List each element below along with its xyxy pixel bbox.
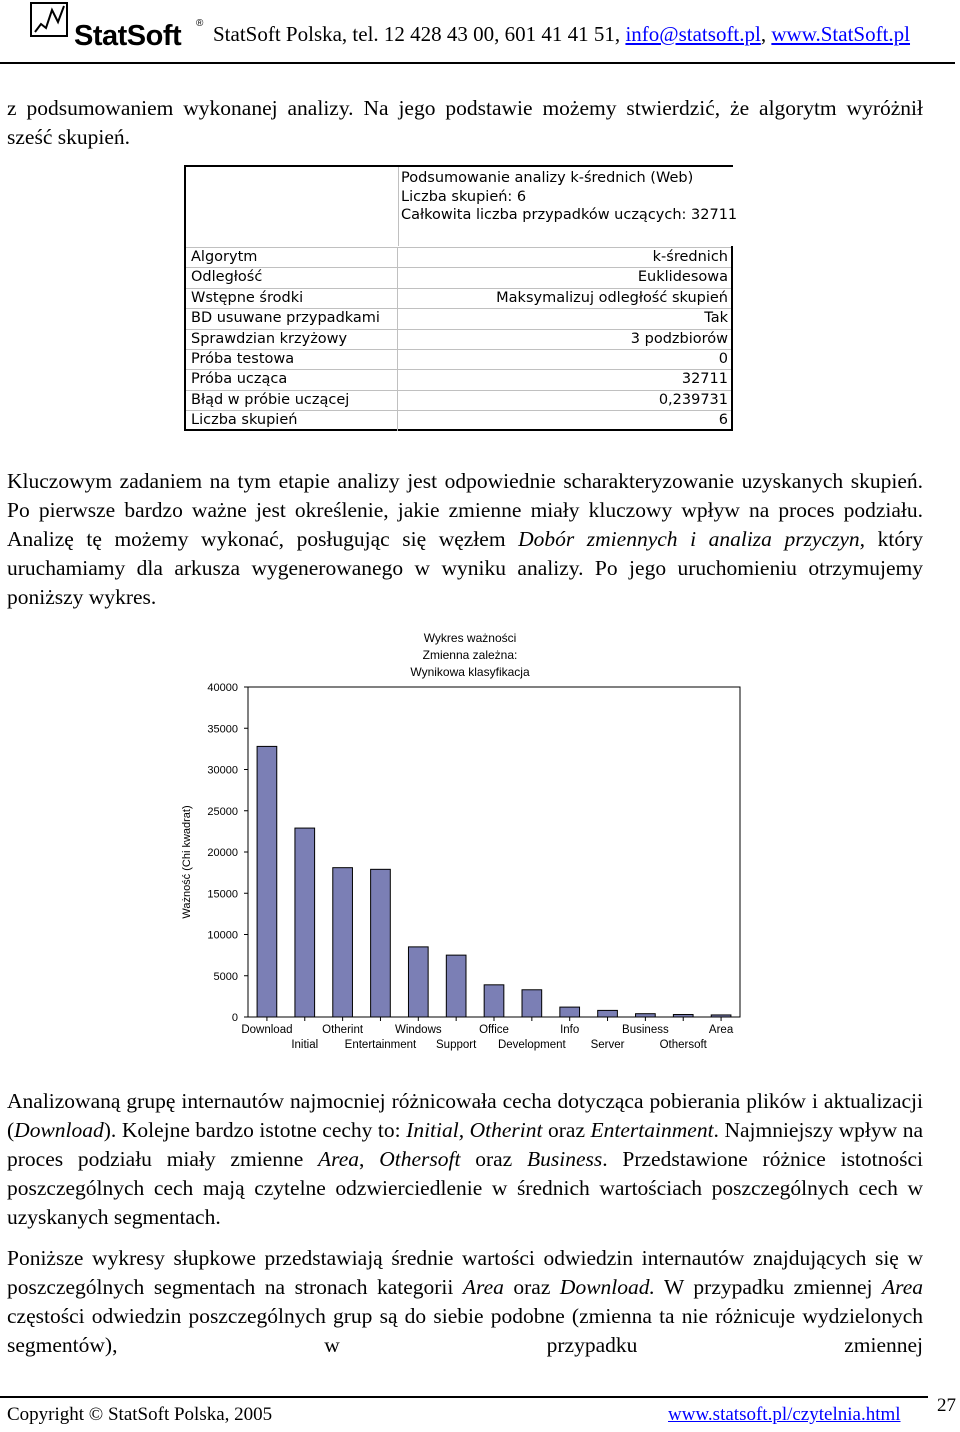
summary-row-value: Maksymalizuj odległość skupień: [496, 289, 728, 306]
x-tick-label: Development: [497, 1039, 566, 1051]
logo-text: StatSoft: [74, 20, 182, 52]
x-tick-label: Initial: [291, 1039, 319, 1051]
page-number: 27: [937, 1395, 956, 1416]
x-tick-label: Info: [560, 1024, 580, 1036]
summary-row: [186, 288, 731, 308]
summary-row-label: Próba testowa: [186, 350, 398, 369]
summary-clusters-count: Liczba skupień: 6: [401, 188, 527, 205]
bar: [636, 1014, 656, 1017]
summary-row-label: Błąd w próbie uczącej: [186, 391, 398, 410]
x-tick-label: Download: [241, 1024, 293, 1036]
y-tick-label: 25000: [207, 805, 238, 818]
summary-row: [186, 329, 731, 349]
header-email-link[interactable]: info@statsoft.pl: [625, 22, 761, 46]
statsoft-logo: [8, 2, 208, 54]
summary-header: [398, 167, 738, 246]
summary-row-label: Liczba skupień: [186, 411, 398, 430]
x-tick-label: Business: [622, 1024, 669, 1036]
bar: [446, 955, 466, 1017]
summary-row-value: 3 podzbiorów: [630, 330, 728, 347]
bar: [257, 746, 277, 1017]
paragraph-analysis-entertainment: Entertainment: [590, 1118, 714, 1142]
bar: [598, 1010, 618, 1017]
paragraph-bar-charts-text-1: Poniższe wykresy słupkowe przedstawiają średnie wartości odwiedzin internautów znajdujących się w poszczególnych segmentach na stronach kategorii: [7, 1246, 923, 1299]
header-contact: [213, 22, 910, 47]
paragraph-analysis-text-6: oraz: [460, 1147, 527, 1171]
summary-row: [186, 410, 731, 430]
paragraph-bar-charts-area-2: Area: [882, 1275, 923, 1299]
paragraph-analysis-download: Download: [14, 1118, 104, 1142]
y-tick-label: 10000: [207, 929, 238, 942]
summary-row-value: 0: [718, 350, 728, 367]
chart-title-line-2: Zmienna zależna:: [422, 648, 518, 662]
bar: [522, 990, 542, 1017]
header-separator: ,: [760, 22, 772, 46]
summary-row-label: Algorytm: [186, 248, 398, 267]
paragraph-intro: z podsumowaniem wykonanej analizy. Na jego podstawie możemy stwierdzić, że algorytm wyróżnił sześć skupień.: [7, 96, 923, 149]
bar: [711, 1015, 731, 1017]
x-tick-label: Support: [436, 1039, 477, 1051]
footer-link[interactable]: www.statsoft.pl/czytelnia.html: [668, 1404, 901, 1425]
x-tick-label: Othersoft: [659, 1039, 707, 1051]
summary-row: [186, 369, 731, 389]
summary-row-value: Tak: [704, 310, 728, 327]
summary-row: [186, 247, 731, 267]
bar: [560, 1007, 580, 1017]
summary-rows: [186, 247, 731, 431]
logo-registered-mark: ®: [196, 18, 204, 29]
y-axis-label: Ważność (Chi kwadrat): [181, 805, 193, 919]
summary-row: [186, 308, 731, 328]
paragraph-analysis-text-7: . Przedstawione różnice istotności poszczególnych cech mają czytelne odzwierciedlenie w średnich wartościach poszczególnych cech w uzyskanych segmentach.: [7, 1147, 924, 1229]
paragraph-analysis-text-5: ,: [359, 1147, 380, 1171]
chart-canvas: [170, 625, 770, 1055]
paragraph-analysis-area: Area: [318, 1147, 360, 1171]
paragraph-analysis-text-1: Analizowaną grupę internautów najmocniej różnicowała cecha dotycząca pobierania plików i aktualizacji (: [7, 1089, 923, 1142]
paragraph-bar-charts-text-3: W przypadku zmiennej: [654, 1275, 882, 1299]
summary-title: Podsumowanie analizy k-średnich (Web): [401, 170, 694, 186]
bar: [333, 868, 353, 1017]
summary-blank-cell: [186, 167, 398, 247]
y-tick-label: 35000: [207, 723, 238, 736]
logo-mark-icon: [30, 2, 70, 38]
summary-row-label: Wstępne środki: [186, 289, 398, 308]
summary-row-value: Euklidesowa: [637, 269, 728, 286]
paragraph-key-task-text-2: który uruchamiamy dla arkusza wygenerowanego w wyniku analizy. Po jego uruchomieniu otrzymujemy poniższy wykres.: [7, 527, 923, 609]
paragraph-bar-charts-download: Download.: [559, 1275, 655, 1299]
y-tick-label: 0: [231, 1012, 238, 1024]
summary-row-label: BD usuwane przypadkami: [186, 309, 398, 328]
paragraph-key-task: [7, 467, 923, 612]
paragraph-bar-charts-area: Area: [462, 1275, 504, 1299]
paragraph-key-task-text-1: Kluczowym zadaniem na tym etapie analizy jest odpowiednie scharakteryzowanie uzyskanych skupień. Po pierwsze bardzo ważne jest określenie, jakie zmienne miały kluczowy wpływ na proces podziału. Analizę tę możemy wykonać, posługując się węzłem: [7, 469, 923, 551]
paragraph-analysis: [7, 1087, 923, 1232]
footer-rule: [0, 1396, 928, 1398]
summary-row-value: 6: [718, 412, 728, 429]
x-tick-label: Windows: [394, 1024, 442, 1036]
x-tick-label: Area: [708, 1024, 734, 1036]
bar: [484, 985, 504, 1017]
paragraph-analysis-text-2: ). Kolejne bardzo istotne cechy to:: [103, 1118, 407, 1142]
chart-title-line-1: Wykres ważności: [423, 631, 517, 645]
chart-title-line-3: Wynikowa klasyfikacja: [410, 665, 530, 679]
paragraph-bar-charts: [7, 1244, 923, 1360]
header-rule: [0, 62, 955, 64]
summary-row-label: Próba ucząca: [186, 370, 398, 389]
paragraph-analysis-text-3: oraz: [542, 1118, 591, 1142]
summary-cases-count: Całkowita liczba przypadków uczących: 32711: [401, 207, 738, 223]
summary-row-value: 32711: [681, 371, 728, 388]
bar: [408, 947, 428, 1017]
paragraph-analysis-business: Business: [527, 1147, 603, 1171]
paragraph-bar-charts-text-4: częstości odwiedzin poszczególnych grup są do siebie podobne (zmienna ta nie różnicuje wydzielonych segmentów), w przypadku zmiennej: [7, 1304, 923, 1357]
x-tick-label: Entertainment: [344, 1039, 417, 1051]
y-tick-label: 5000: [213, 970, 238, 983]
summary-row-value: k-średnich: [652, 249, 728, 265]
summary-row: [186, 349, 731, 369]
y-tick-label: 40000: [207, 682, 238, 694]
bar: [371, 869, 391, 1017]
bar: [295, 828, 315, 1017]
header-website-link[interactable]: www.StatSoft.pl: [771, 22, 911, 46]
paragraph-bar-charts-text-2: oraz: [503, 1275, 560, 1299]
summary-row-label: Sprawdzian krzyżowy: [186, 330, 398, 349]
header-contact-text: StatSoft Polska, tel. 12 428 43 00, 601 41 41 51,: [213, 22, 626, 46]
x-tick-label: Office: [479, 1024, 509, 1036]
summary-table: [184, 165, 738, 431]
x-tick-label: Server: [590, 1039, 625, 1051]
paragraph-analysis-text-4: . Najmniejszy wpływ na proces podziału miały zmienne: [7, 1118, 923, 1171]
summary-row-label: Odległość: [186, 268, 398, 287]
footer-copyright: Copyright © StatSoft Polska, 2005: [7, 1404, 273, 1425]
summary-row: [186, 390, 731, 410]
chart-plot-frame: [248, 687, 740, 1017]
paragraph-analysis-othersoft: Othersoft: [379, 1147, 461, 1171]
importance-chart: [170, 625, 770, 1055]
page-header: [0, 0, 960, 64]
x-tick-label: Otherint: [322, 1024, 364, 1036]
y-tick-label: 20000: [207, 847, 238, 859]
y-tick-label: 30000: [207, 764, 238, 777]
summary-row-value: 0,239731: [658, 391, 728, 408]
summary-row: [186, 267, 731, 287]
paragraph-analysis-initial-otherint: Initial, Otherint: [406, 1118, 543, 1142]
y-tick-label: 15000: [207, 888, 238, 901]
bar: [673, 1015, 693, 1017]
paragraph-key-task-node-name: Dobór zmiennych i analiza przyczyn,: [518, 527, 866, 551]
